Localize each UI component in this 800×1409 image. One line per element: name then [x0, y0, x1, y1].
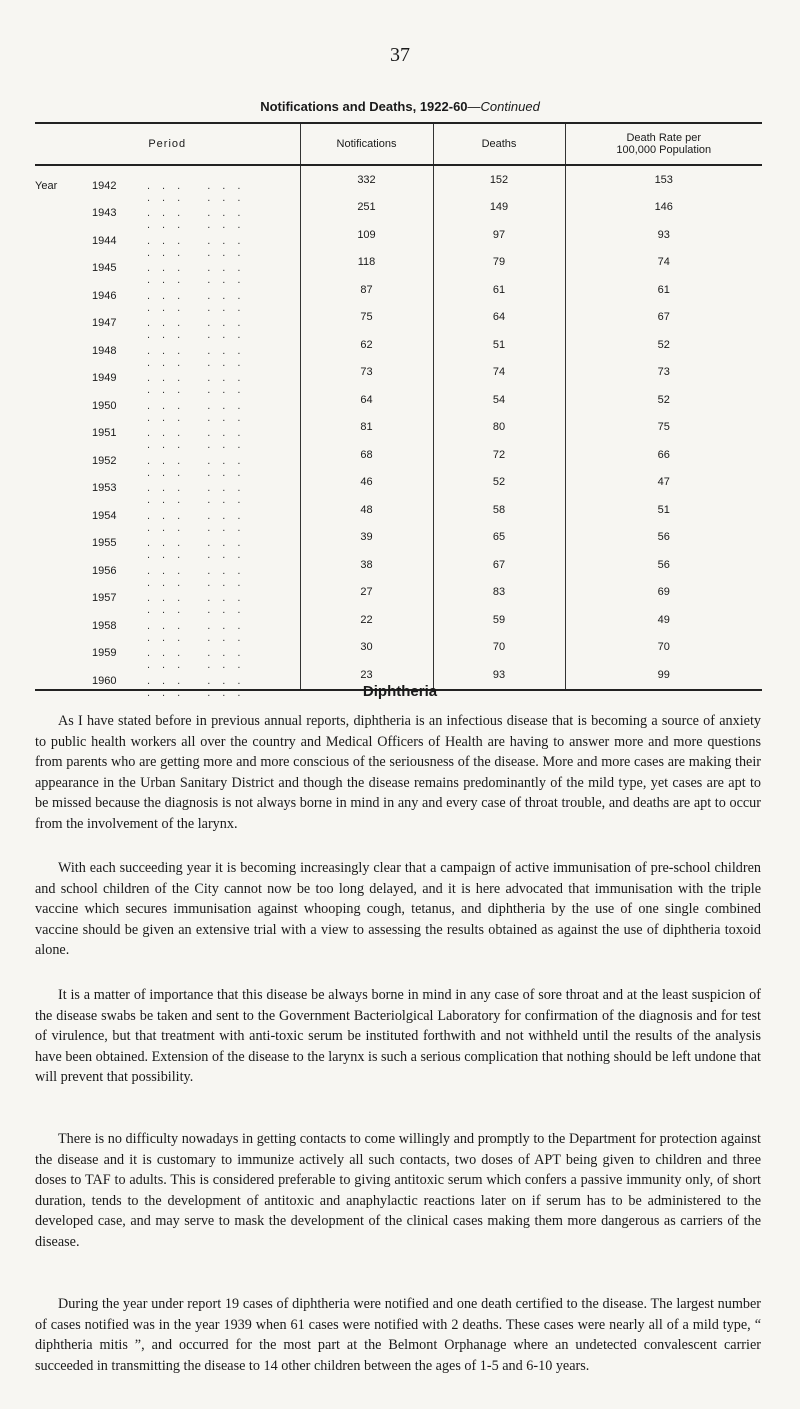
table-row [35, 634, 762, 662]
death-rate-cell: 75 [565, 414, 762, 442]
death-rate-cell: 70 [565, 634, 762, 662]
paragraph-5: During the year under report 19 cases of diphtheria were notified and one death certified to the disease. The largest number of cases notified was in the year 1939 when 61 cases were notified with 2 deaths. These cases were nearly all of a mild type, “ diphtheria mitis ”, and occurred for the most part at the Belmont Orphanage where an undetected convalescent carrier succeeded in transmitting the disease to 14 other children between the ages of 1-5 and 6-10 years. [35, 1296, 761, 1374]
year-value: 1958 [92, 619, 117, 632]
notifications-cell: 81 [300, 414, 433, 442]
year-value: 1959 [92, 647, 117, 660]
period-cell [35, 249, 300, 287]
year-value: 1954 [92, 509, 117, 522]
notifications-cell: 332 [300, 165, 433, 194]
year-label: Year [35, 179, 58, 192]
notifications-cell: 30 [300, 634, 433, 662]
period-cell [35, 634, 300, 672]
period-cell [35, 386, 300, 424]
deaths-cell: 80 [433, 414, 565, 442]
table-row [35, 441, 762, 469]
period-cell [35, 165, 300, 204]
table-row [35, 551, 762, 579]
period-cell [35, 579, 300, 617]
leader-dots: ... ... ... ... [147, 344, 253, 369]
year-value: 1955 [92, 537, 117, 550]
leader-dots: ... ... ... ... [147, 482, 253, 507]
table-row [35, 579, 762, 607]
notifications-cell: 109 [300, 221, 433, 249]
leader-dots: ... ... ... ... [147, 454, 253, 479]
leader-dots: ... ... ... ... [147, 262, 253, 287]
deaths-cell: 79 [433, 249, 565, 277]
deaths-cell: 97 [433, 221, 565, 249]
death-rate-cell: 56 [565, 551, 762, 579]
year-value: 1942 [92, 179, 117, 192]
leader-dots: ... ... ... ... [147, 179, 253, 204]
deaths-cell: 70 [433, 634, 565, 662]
table-row [35, 469, 762, 497]
notifications-cell: 64 [300, 386, 433, 414]
notifications-cell: 38 [300, 551, 433, 579]
page-number: 37 [390, 44, 410, 66]
year-value: 1944 [92, 234, 117, 247]
death-rate-cell: 153 [565, 165, 762, 194]
table-row [35, 221, 762, 249]
notifications-cell: 22 [300, 606, 433, 634]
leader-dots: ... ... ... ... [147, 399, 253, 424]
notifications-cell: 87 [300, 276, 433, 304]
table-row [35, 524, 762, 552]
year-value: 1949 [92, 372, 117, 385]
notifications-cell: 46 [300, 469, 433, 497]
deaths-cell: 149 [433, 194, 565, 222]
death-rate-cell: 49 [565, 606, 762, 634]
table-row [35, 276, 762, 304]
header-death-rate [565, 123, 762, 165]
leader-dots: ... ... ... ... [147, 564, 253, 589]
deaths-cell: 64 [433, 304, 565, 332]
period-cell [35, 331, 300, 369]
deaths-cell: 61 [433, 276, 565, 304]
paragraph-1: As I have stated before in previous annual reports, diphtheria is an infectious disease that is becoming a source of anxiety to public health workers all over the country and Medical Officers of Health are having to answer more and more questions from parents who are getting more and more conscious of the seriousness of the disease. More and more cases are making their appearance in the Urban Sanitary District and though the disease remains predominantly of the mild type, yet cases are apt to be missed because the diagnosis is not always borne in mind in any and every case of throat trouble, and deaths are apt to occur from the involvement of the larynx. [35, 713, 761, 832]
notifications-cell: 62 [300, 331, 433, 359]
table-row [35, 194, 762, 222]
period-cell [35, 359, 300, 397]
deaths-cell: 93 [433, 661, 565, 690]
table-caption-continued: —Continued [467, 99, 540, 114]
table-caption-main: Notifications and Deaths, 1922-60 [260, 99, 468, 114]
death-rate-cell: 146 [565, 194, 762, 222]
death-rate-cell: 52 [565, 331, 762, 359]
death-rate-cell: 69 [565, 579, 762, 607]
death-rate-cell: 74 [565, 249, 762, 277]
period-cell [35, 441, 300, 479]
leader-dots: ... ... ... ... [147, 537, 253, 562]
notifications-cell: 27 [300, 579, 433, 607]
notifications-cell: 39 [300, 524, 433, 552]
death-rate-cell: 93 [565, 221, 762, 249]
year-value: 1946 [92, 289, 117, 302]
deaths-cell: 59 [433, 606, 565, 634]
death-rate-cell: 99 [565, 661, 762, 690]
leader-dots: ... ... ... ... [147, 317, 253, 342]
notifications-cell: 73 [300, 359, 433, 387]
notifications-cell: 251 [300, 194, 433, 222]
year-value: 1956 [92, 564, 117, 577]
year-value: 1950 [92, 399, 117, 412]
death-rate-cell: 52 [565, 386, 762, 414]
period-cell [35, 606, 300, 644]
deaths-cell: 74 [433, 359, 565, 387]
table-row [35, 304, 762, 332]
header-notifications: Notifications [300, 123, 433, 165]
deaths-cell: 67 [433, 551, 565, 579]
header-death-rate-line1: Death Rate per [626, 132, 702, 144]
header-deaths: Deaths [433, 123, 565, 165]
table-row [35, 359, 762, 387]
table-row [35, 331, 762, 359]
year-value: 1957 [92, 592, 117, 605]
table-row [35, 414, 762, 442]
deaths-cell: 54 [433, 386, 565, 414]
leader-dots: ... ... ... ... [147, 372, 253, 397]
deaths-cell: 72 [433, 441, 565, 469]
paragraph-2: With each succeeding year it is becoming increasingly clear that a campaign of active immunisation of pre-school children and school children of the City cannot now be too long delayed, and it is here advocated that immunisation with the triple vaccine which secures immunisation against whooping cough, tetanus, and diphtheria by the use of one single combined vaccine should be given an extensive trial with a view to assessing the results obtained as against the use of diphtheria toxoid alone. [35, 860, 761, 958]
death-rate-cell: 61 [565, 276, 762, 304]
year-value: 1960 [92, 674, 117, 687]
period-cell [35, 414, 300, 452]
leader-dots: ... ... ... ... [147, 592, 253, 617]
period-cell [35, 221, 300, 259]
notifications-cell: 75 [300, 304, 433, 332]
deaths-cell: 83 [433, 579, 565, 607]
deaths-cell: 152 [433, 165, 565, 194]
table-row [35, 249, 762, 277]
leader-dots: ... ... ... ... [147, 674, 253, 699]
leader-dots: ... ... ... ... [147, 289, 253, 314]
notifications-cell: 68 [300, 441, 433, 469]
period-cell [35, 496, 300, 534]
leader-dots: ... ... ... ... [147, 207, 253, 232]
year-value: 1943 [92, 207, 117, 220]
header-period: Period [35, 123, 300, 165]
table-row [35, 165, 762, 194]
year-value: 1953 [92, 482, 117, 495]
leader-dots: ... ... ... ... [147, 619, 253, 644]
leader-dots: ... ... ... ... [147, 509, 253, 534]
death-rate-cell: 47 [565, 469, 762, 497]
death-rate-cell: 73 [565, 359, 762, 387]
notifications-cell: 23 [300, 661, 433, 690]
period-cell [35, 524, 300, 562]
notifications-cell: 48 [300, 496, 433, 524]
period-cell [35, 276, 300, 314]
table-caption [0, 99, 800, 114]
paragraph-4: There is no difficulty nowadays in getting contacts to come willingly and promptly to the Department for protection against the disease and it is customary to immunize actively all such contacts, two doses of APT being given to children and three doses to TAF to adults. This is considered preferable to giving antitoxic serum which confers a passive immunity only, of short duration, tends to the development of antitoxic and anaphylactic reactions later on if serum has to be administered to the developed case, and may serve to mask the development of the clinical cases making them more dangerous as carriers of the disease. [35, 1131, 761, 1250]
death-rate-cell: 67 [565, 304, 762, 332]
deaths-cell: 52 [433, 469, 565, 497]
section-heading-diphtheria: Diphtheria [362, 683, 438, 700]
deaths-cell: 58 [433, 496, 565, 524]
period-cell [35, 551, 300, 589]
death-rate-cell: 66 [565, 441, 762, 469]
death-rate-cell: 51 [565, 496, 762, 524]
notifications-cell: 118 [300, 249, 433, 277]
table-header-row [35, 123, 762, 165]
year-value: 1945 [92, 262, 117, 275]
year-value: 1952 [92, 454, 117, 467]
period-cell [35, 469, 300, 507]
year-value: 1951 [92, 427, 117, 440]
table-row [35, 606, 762, 634]
table-row [35, 496, 762, 524]
deaths-cell: 65 [433, 524, 565, 552]
death-rate-cell: 56 [565, 524, 762, 552]
period-cell [35, 304, 300, 342]
paragraph-3: It is a matter of importance that this disease be always borne in mind in any case of sore throat and at the least suspicion of the disease swabs be taken and sent to the Government Bacteriolgical Laboratory for confirmation of the diagnosis and for test of virulence, but that treatment with anti-toxic serum be instituted forthwith and not withheld until the results of the analysis have been obtained. Extension of the disease to the larynx is such a serious complication that nothing should be left undone that will prevent that possibility. [35, 987, 761, 1085]
period-cell [35, 194, 300, 232]
table-row [35, 386, 762, 414]
deaths-cell: 51 [433, 331, 565, 359]
year-value: 1947 [92, 317, 117, 330]
leader-dots: ... ... ... ... [147, 234, 253, 259]
leader-dots: ... ... ... ... [147, 427, 253, 452]
leader-dots: ... ... ... ... [147, 647, 253, 672]
year-value: 1948 [92, 344, 117, 357]
header-death-rate-line2: 100,000 Population [616, 144, 712, 156]
